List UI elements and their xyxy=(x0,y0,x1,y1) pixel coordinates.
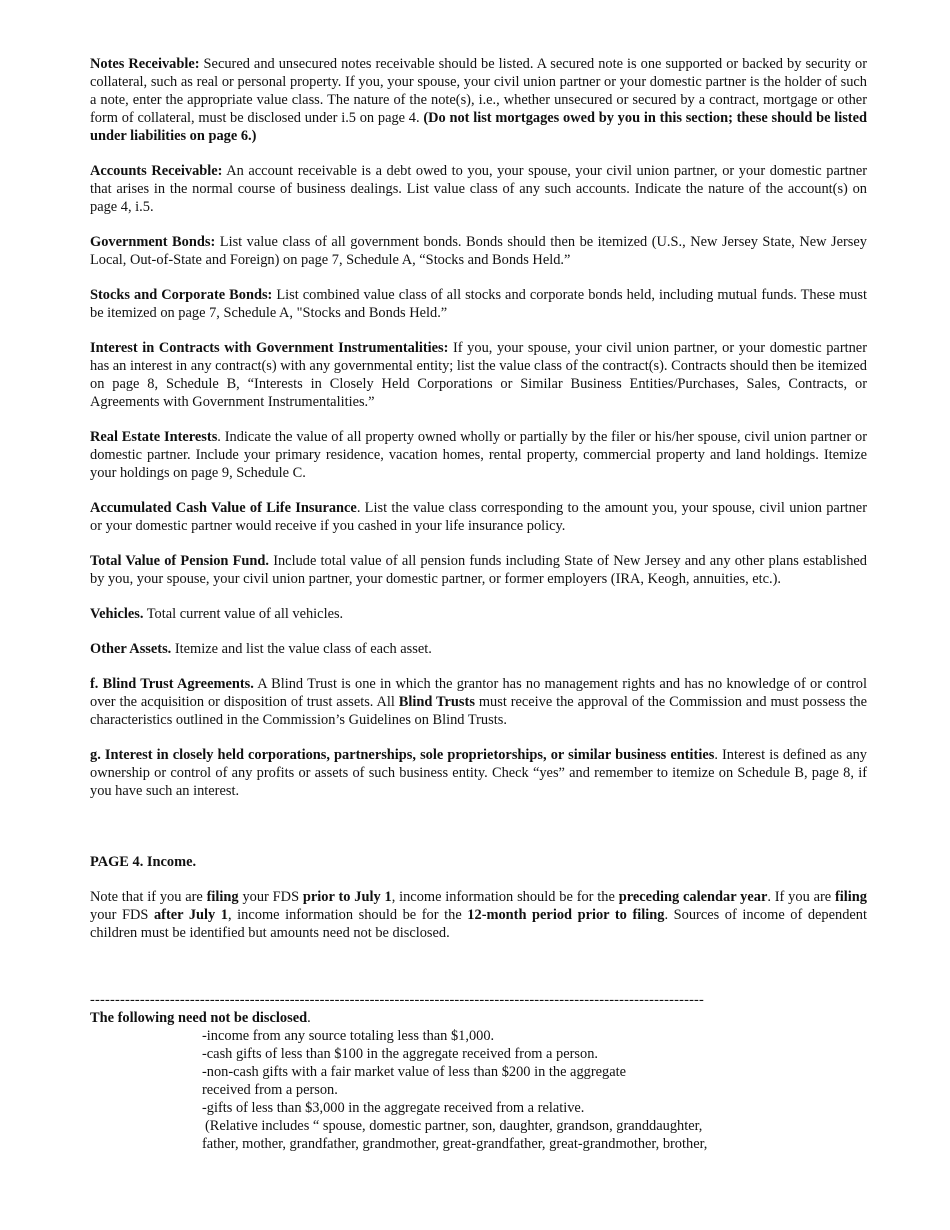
closely-held-heading: g. Interest in closely held corporations, partnerships, sole proprietorships, or similar business entities xyxy=(90,747,715,763)
income-note-bold: filing xyxy=(835,889,867,905)
blind-trust-bold-term: Blind Trusts xyxy=(398,694,475,710)
list-item: -income from any source totaling less than $1,000. xyxy=(202,1028,495,1044)
list-item: -gifts of less than $3,000 in the aggregate received from a relative. xyxy=(202,1100,585,1116)
blind-trust-body-2: must receive the approval of the Commission and must possess the characteristics outlined in the Commission’s Guidelines on Blind Trusts. xyxy=(90,694,867,728)
pension-heading: Total Value of Pension Fund. xyxy=(90,553,269,569)
list-item: -non-cash gifts with a fair market value of less than $200 in the aggregate xyxy=(202,1064,626,1080)
vehicles-paragraph xyxy=(90,605,867,623)
dashed-divider: --------------------------------------------------------------------------------------------------------------------------- xyxy=(90,992,705,1008)
income-note-text: Note that if you are xyxy=(90,889,207,905)
income-note-bold: prior to July 1 xyxy=(302,889,392,905)
page4-heading-paragraph xyxy=(90,853,867,871)
income-note-bold: filing xyxy=(206,889,239,905)
income-note-text: your FDS xyxy=(238,889,303,905)
document-page xyxy=(90,55,867,1153)
other-assets-paragraph xyxy=(90,640,867,658)
government-bonds-heading: Government Bonds: xyxy=(90,234,216,250)
income-note-text: your FDS xyxy=(90,907,154,923)
contracts-body: If you, your spouse, your civil union partner, or your domestic partner has an interest in any contract(s) with any governmental entity; list the value class of the contract(s). Contracts should then be itemized on page 8, Schedule B, “Interests in Closely Held Corporations or Similar Business Entities/Purchases, Sales, Contracts, or Agreements with Government Instrumentalities.” xyxy=(90,340,867,410)
accounts-receivable-paragraph xyxy=(90,162,867,216)
income-note-bold: preceding calendar year xyxy=(618,889,768,905)
not-disclosed-period: . xyxy=(307,1010,311,1026)
closely-held-paragraph xyxy=(90,746,867,800)
notes-receivable-heading: Notes Receivable: xyxy=(90,56,200,72)
notes-receivable-note: (Do not list mortgages owed by you in this section; these should be listed under liabilities on page 6.) xyxy=(90,110,867,144)
blind-trust-heading: f. Blind Trust Agreements. xyxy=(90,676,254,692)
pension-paragraph xyxy=(90,552,867,588)
list-item: father, mother, grandfather, grandmother, great-grandfather, great-grandmother, brother, xyxy=(202,1136,708,1152)
list-item: received from a person. xyxy=(202,1082,338,1098)
list-item: -cash gifts of less than $100 in the aggregate received from a person. xyxy=(202,1046,599,1062)
stocks-bonds-paragraph xyxy=(90,286,867,322)
pension-body: Include total value of all pension funds including State of New Jersey and any other plans established by you, your spouse, your civil union partner, your domestic partner, or former employers (IRA, Keogh, annuities, etc.). xyxy=(90,553,867,587)
life-insurance-heading: Accumulated Cash Value of Life Insurance xyxy=(90,500,357,516)
real-estate-heading: Real Estate Interests xyxy=(90,429,218,445)
not-disclosed-heading: The following need not be disclosed xyxy=(90,1010,308,1026)
real-estate-paragraph xyxy=(90,428,867,482)
government-bonds-body: List value class of all government bonds. Bonds should then be itemized (U.S., New Jersey State, New Jersey Local, Out-of-State and Foreign) on page 7, Schedule A, “Stocks and Bonds Held.” xyxy=(90,234,867,268)
life-insurance-paragraph xyxy=(90,499,867,535)
blind-trust-body-1: A Blind Trust is one in which the grantor has no management rights and has no knowledge of or control over the acquisition or disposition of trust assets. All xyxy=(90,676,867,710)
income-note-text: . Sources of income of dependent children must be identified but amounts need not be disclosed. xyxy=(90,907,867,941)
other-assets-heading: Other Assets. xyxy=(90,641,172,657)
blind-trust-paragraph xyxy=(90,675,867,729)
income-note-text: , income information should be for the xyxy=(391,889,619,905)
list-item: (Relative includes “ spouse, domestic partner, son, daughter, grandson, granddaughter, xyxy=(205,1118,703,1134)
contracts-heading: Interest in Contracts with Government Instrumentalities: xyxy=(90,340,449,356)
closely-held-body: . Interest is defined as any ownership or control of any profits or assets of such business entity. Check “yes” and remember to itemize on Schedule B, page 8, if you have such an interest. xyxy=(90,747,867,799)
vehicles-heading: Vehicles. xyxy=(90,606,144,622)
real-estate-body: . Indicate the value of all property owned wholly or partially by the filer or his/her spouse, civil union partner or domestic partner. Include your primary residence, vacation homes, rental property, commercial property and land holdings. Itemize your holdings on page 9, Schedule C. xyxy=(90,429,867,481)
stocks-bonds-body: List combined value class of all stocks and corporate bonds held, including mutual funds. These must be itemized on page 7, Schedule A, "Stocks and Bonds Held.” xyxy=(90,287,867,321)
contracts-paragraph xyxy=(90,339,867,411)
other-assets-body: Itemize and list the value class of each asset. xyxy=(171,641,432,657)
notes-receivable-paragraph xyxy=(90,55,867,145)
vehicles-body: Total current value of all vehicles. xyxy=(143,606,344,622)
life-insurance-body: . List the value class corresponding to the amount you, your spouse, civil union partner or your domestic partner would receive if you cashed in your life insurance policy. xyxy=(90,500,867,534)
income-note-bold: after July 1 xyxy=(153,907,228,923)
spacer xyxy=(90,817,867,853)
not-disclosed-list xyxy=(202,1027,867,1153)
spacer xyxy=(90,959,867,987)
not-disclosed-heading-line xyxy=(90,1009,867,1027)
accounts-receivable-heading: Accounts Receivable: xyxy=(90,163,223,179)
government-bonds-paragraph xyxy=(90,233,867,269)
stocks-bonds-heading: Stocks and Corporate Bonds: xyxy=(90,287,273,303)
page4-heading: PAGE 4. Income. xyxy=(90,854,197,870)
notes-receivable-body: Secured and unsecured notes receivable should be listed. A secured note is one supported or backed by security or collateral, such as real or personal property. If you, your spouse, your civil union partner or your domestic partner is the holder of such a note, enter the appropriate value class. The nature of the note(s), i.e., whether unsecured or secured by a contract, mortgage or other form of collateral, must be disclosed under i.5 on page 4. xyxy=(90,56,868,126)
income-note-text: , income information should be for the xyxy=(228,907,468,923)
income-note-bold: 12-month period prior to filing xyxy=(467,907,665,923)
income-note-paragraph xyxy=(90,888,867,942)
accounts-receivable-body: An account receivable is a debt owed to you, your spouse, your civil union partner, or your domestic partner that arises in the normal course of business dealings. List value class of any such accounts. Indicate the nature of the account(s) on page 4, i.5. xyxy=(90,163,868,215)
income-note-text: . If you are xyxy=(767,889,835,905)
